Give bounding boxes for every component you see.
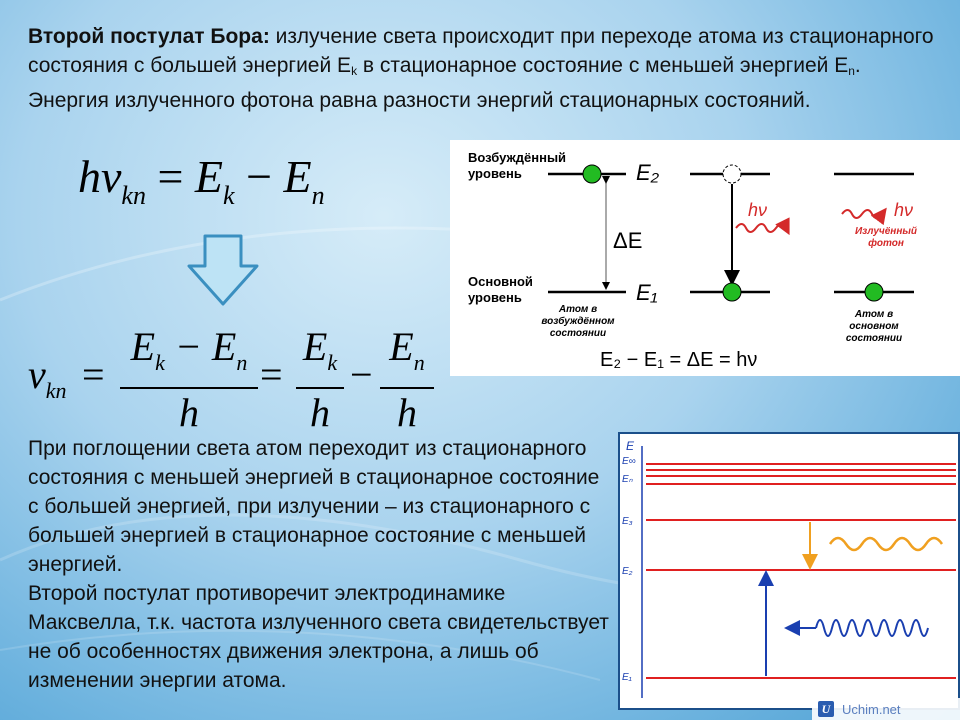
emitted-wave (736, 224, 786, 232)
svg-text:E₂: E₂ (636, 160, 660, 185)
svg-text:hν: hν (748, 200, 768, 220)
svg-text:Атом в: Атом в (854, 309, 894, 320)
site-name[interactable]: Uchim.net (842, 701, 901, 717)
down-arrow-icon (185, 232, 261, 308)
absorption-paragraph: При поглощении света атом переходит из стационарного состояния с меньшей энергией в стационарное состояние с большей энергией, при излучении – из стационарного с большей энергией в стационарное состояние с меньшей энергией. (28, 437, 600, 576)
svg-text:уровень: уровень (468, 166, 522, 181)
energy-equation: E₂ − E₁ = ΔE = hν (600, 349, 758, 371)
empty-state-circle (723, 165, 741, 183)
excited-level-label: Возбуждённый (468, 150, 567, 165)
intro-text: Второй постулат Бора: излучение света происходит при переходе атома из стационарного состояния с большей энергией $E_k$ в стационарное состояние с меньшей энергией $E_n$. Энергия излученного фотона равна разности энергий стационарных состояний. (28, 25, 934, 112)
site-logo-icon: U (818, 701, 834, 717)
svg-text:E₃: E₃ (622, 516, 633, 527)
photon-energy-formula: $h\nu_{kn} = E_k - E_n$ (78, 151, 325, 210)
svg-text:Eₙ: Eₙ (622, 474, 633, 485)
energy-levels (646, 464, 956, 678)
site-watermark[interactable] (812, 698, 960, 720)
absorbed-photon-wave (816, 620, 928, 636)
svg-text:Атом в: Атом в (558, 304, 598, 315)
svg-text:основном: основном (849, 321, 899, 332)
spectral-level-diagram (618, 432, 960, 710)
photon-wave (842, 210, 882, 218)
svg-text:состоянии: состоянии (549, 328, 607, 339)
svg-text:возбуждённом: возбуждённом (541, 316, 615, 327)
svg-text:hν: hν (894, 200, 914, 220)
maxwell-paragraph: Второй постулат противоречит электродинамике Максвелла, т.к. частота излученного света свидетельствует не об особенностях движения электрона, а лишь об изменении энергии атома. (28, 582, 609, 692)
svg-text:Излучённый: Излучённый (854, 226, 918, 237)
excited-atom (583, 165, 601, 183)
svg-text:E: E (626, 439, 635, 453)
frequency-formula: $\nu_{kn}$ = $E_k - E_n$ h = $E_k$ h − $E_n$ h (28, 325, 448, 425)
svg-text:состоянии: состоянии (845, 333, 903, 344)
svg-text:фотон: фотон (868, 238, 904, 249)
svg-text:E₁: E₁ (636, 280, 658, 305)
body-text (28, 434, 613, 695)
svg-text:ΔE: ΔE (613, 228, 643, 253)
postulate-title: Второй постулат Бора (28, 25, 263, 48)
svg-text:E₂: E₂ (622, 566, 633, 577)
emitted-photon-wave (830, 538, 942, 550)
svg-text:E₁: E₁ (622, 672, 632, 683)
energy-level-diagram (450, 140, 960, 376)
ground-level-label: Основной (468, 274, 533, 289)
svg-text:E∞: E∞ (622, 456, 636, 467)
svg-text:уровень: уровень (468, 290, 522, 305)
